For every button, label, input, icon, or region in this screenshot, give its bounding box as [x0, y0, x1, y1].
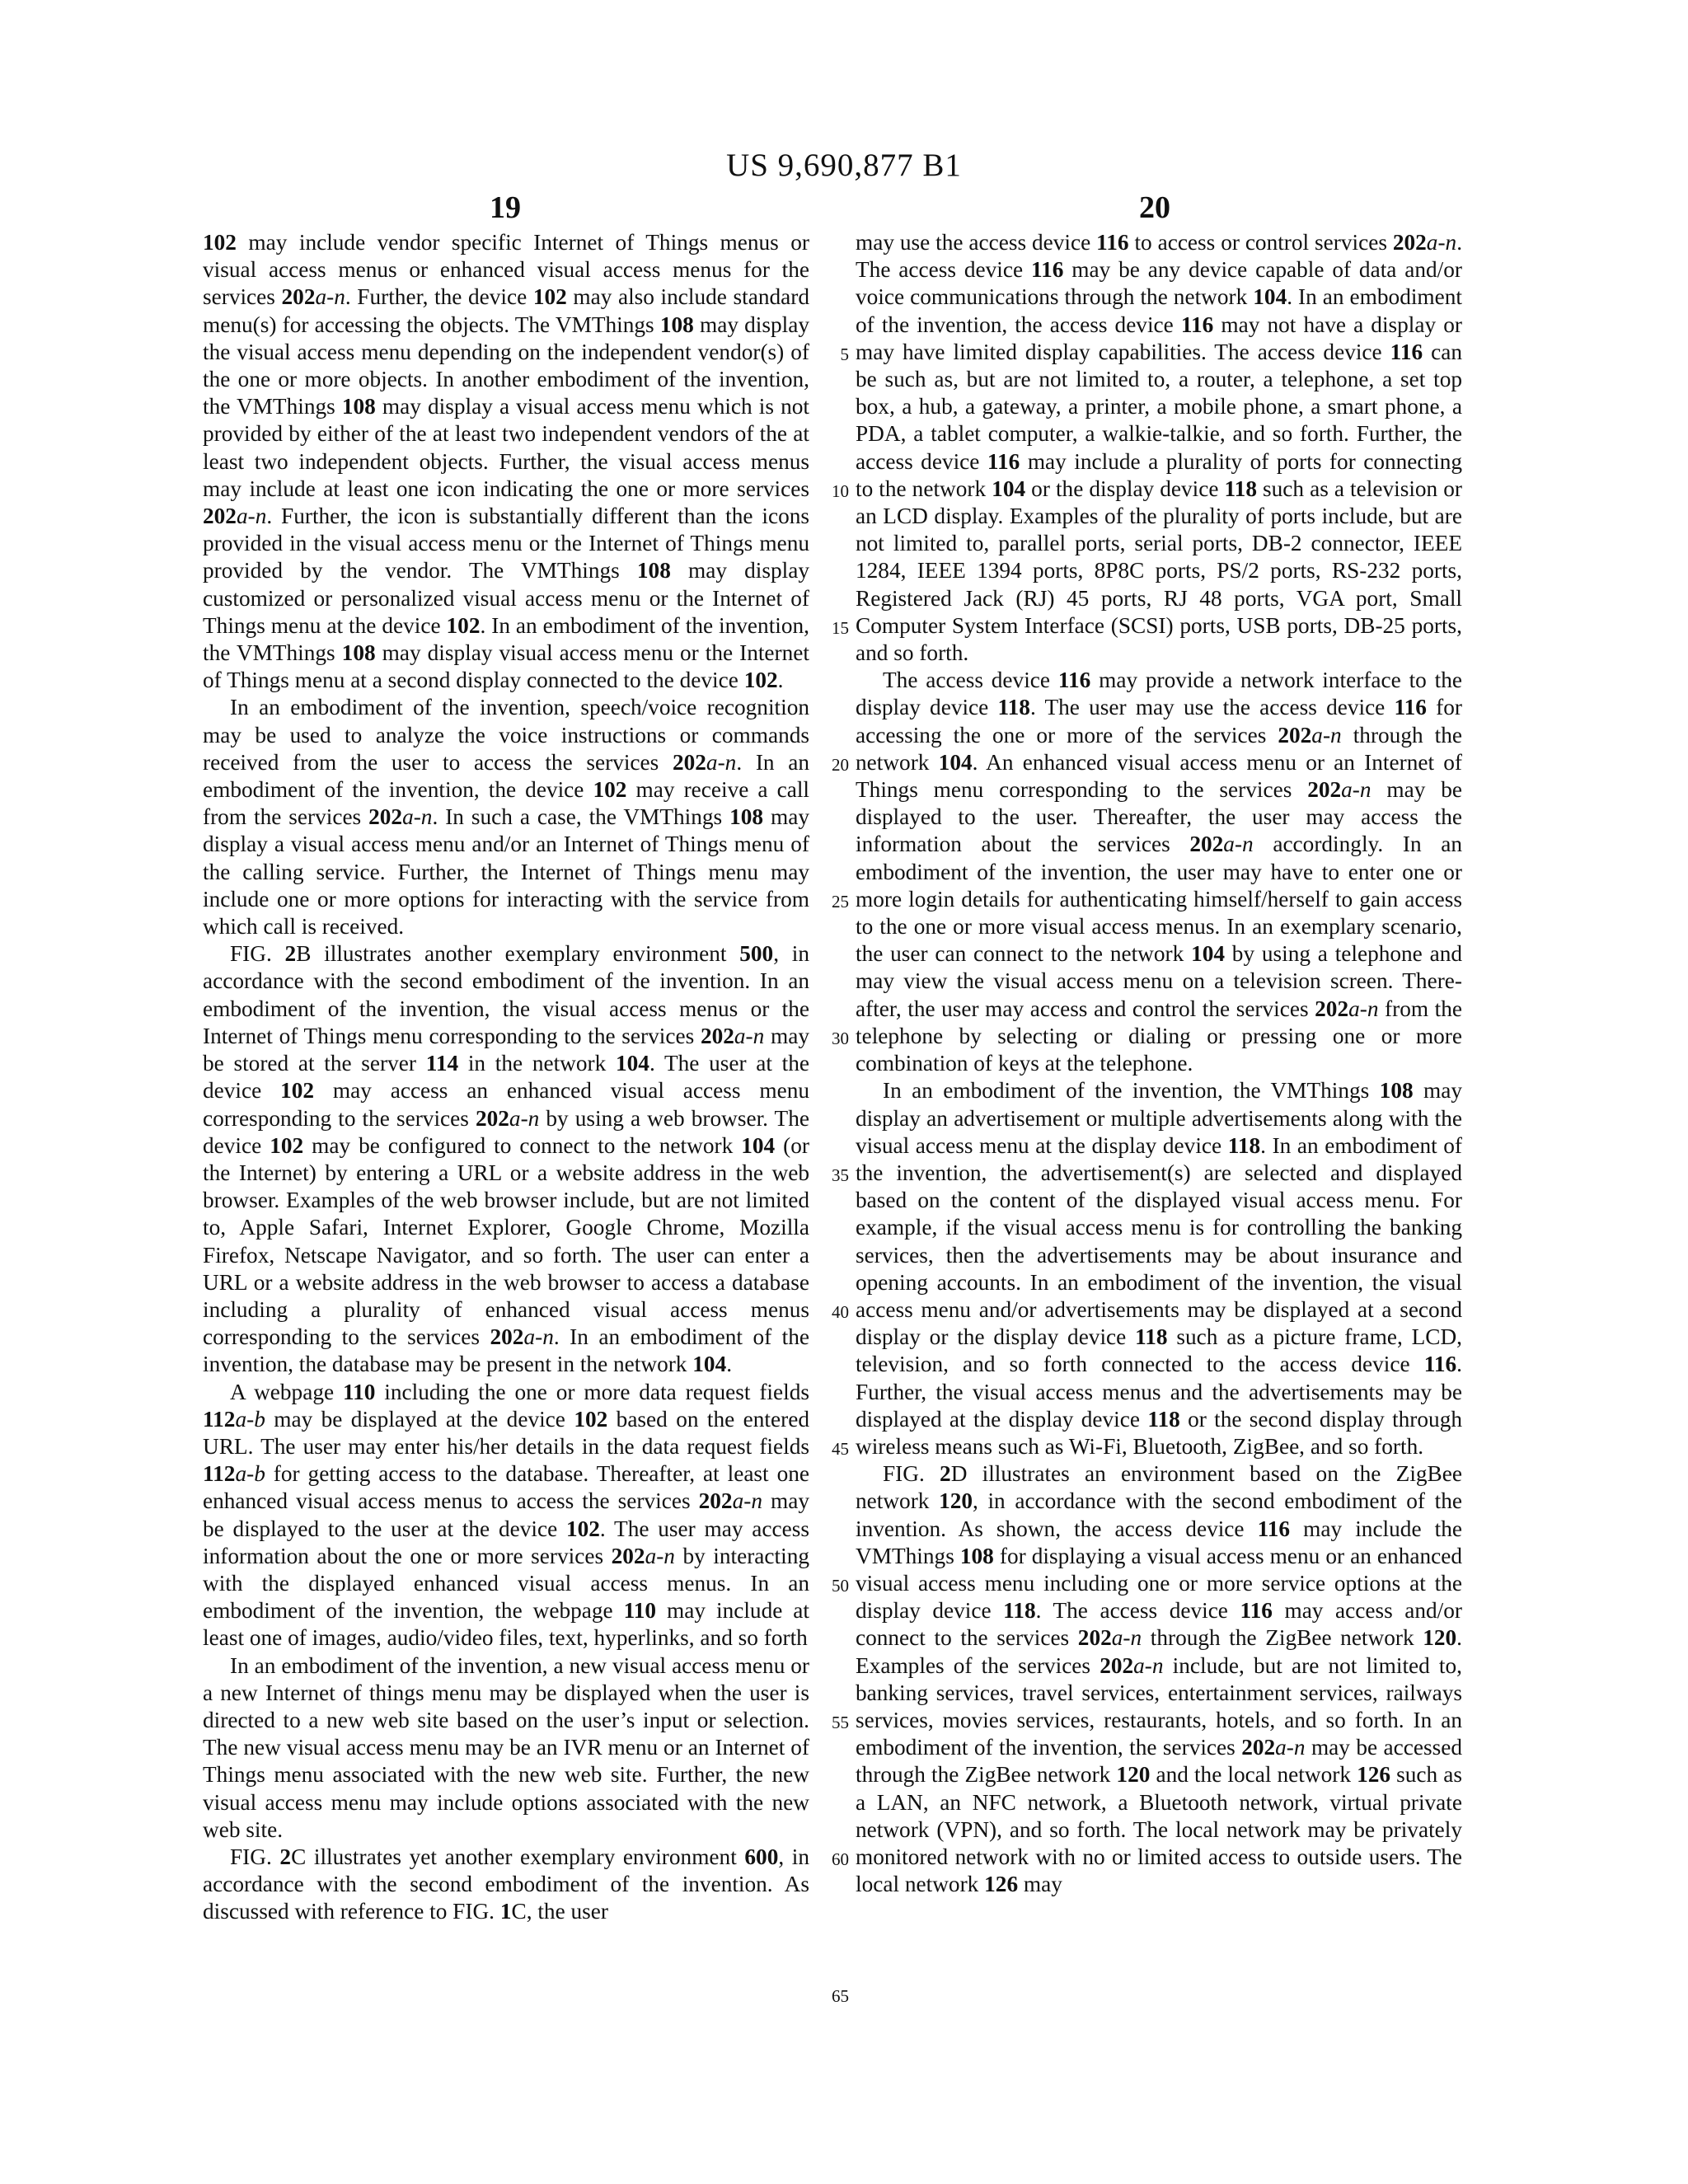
- patent-number-header: US 9,690,877 B1: [726, 148, 962, 183]
- paragraph: 102 may include vendor specific Internet of Things menus or visual access menus or enhanced visual access menus for the services 202a-n. Further, the device 102 may also include standard menu(s) for accessing the objects. The VMThings 108 may display the visual access menu depending on the independent vendor(s) of the one or more objects. In another embodiment of the invention, the VMThings 108 may display a visual access menu which is not provided by either of the at least two independent vendors of the at least two independent objects. Further, the visual access menus may include at least one icon indicating the one or more services 202a-n. Further, the icon is substantially different than the icons provided in the visual access menu or the Internet of Things menu provided by the vendor. The VMThings 108 may display customized or personalized visual access menu or the Internet of Things menu at the device 102. In an embodiment of the invention, the VMThings 108 may display visual access menu or the Internet of Things menu at a second display connected to the device 102.: [203, 230, 809, 693]
- line-number: 65: [832, 1985, 849, 2006]
- line-number: 25: [832, 891, 849, 912]
- line-number-gutter: [816, 229, 849, 2108]
- line-number: 40: [832, 1301, 849, 1322]
- line-number: 35: [832, 1165, 849, 1185]
- left-text-column: [203, 229, 809, 1926]
- line-number: 5: [840, 344, 849, 364]
- line-number: 45: [832, 1438, 849, 1459]
- line-number: 55: [832, 1712, 849, 1732]
- line-number: 60: [832, 1849, 849, 1869]
- paragraph: may use the access device 116 to access or control services 202a-n. The access device 116 may be any device capable of data and/or voice communications through the network 104. In an embodiment of the invention, the access device 116 may not have a display or may have limited display capabilities. The access device 116 can be such as, but are not limited to, a router, a telephone, a set top box, a hub, a gateway, a printer, a mobile phone, a smart phone, a PDA, a tablet computer, a walkie-talkie, and so forth. Further, the access device 116 may include a plurality of ports for connecting to the network 104 or the display device 118 such as a television or an LCD display. Examples of the plurality of ports include, but are not limited to, parallel ports, serial ports, DB-2 connector, IEEE 1284, IEEE 1394 ports, 8P8C ports, PS/2 ports, RS-232 ports, Registered Jack (RJ) 45 ports, RJ 48 ports, VGA port, Small Computer System Interface (SCSI) ports, USB ports, DB-25 ports, and so forth.: [856, 230, 1463, 666]
- paragraph: FIG. 2B illustrates another exemplary environment 500, in accordance with the second embodiment of the invention. In an embodiment of the invention, the visual access menus or the Internet of Things menu corresponding to the services 202a-n may be stored at the server 114 in the network 104. The user at the device 102 may access an enhanced visual access menu corresponding to the services 202a-n by using a web browser. The device 102 may be configured to connect to the network 104 (or the Internet) by entering a URL or a website address in the web browser. Examples of the web browser include, but are not limited to, Apple Safari, Internet Explorer, Google Chrome, Mozilla Firefox, Netscape Navigator, and so forth. The user can enter a URL or a website address in the web browser to access a database including a plurality of enhanced visual access menus corresponding to the services 202a-n. In an embodiment of the invention, the database may be present in the network 104.: [203, 941, 810, 1377]
- paragraph: In an embodiment of the invention, the VMThings 108 may display an advertisement or multiple advertisements along with the visual access menu at the display device 118. In an embodiment of the invention, the advertisement(s) are selected and displayed based on the content of the displayed visual access menu. For example, if the visual access menu is for controlling the banking services, then the advertisements may be about insurance and opening accounts. In an embodiment of the invention, the visual access menu and/or advertisements may be displayed at a second display or the display device 118 such as a picture frame, LCD, television, and so forth connected to the access device 116. Further, the visual access menus and the advertisements may be displayed at the display device 118 or the second display through wireless means such as Wi-Fi, Bluetooth, ZigBee, and so forth.: [856, 1078, 1462, 1459]
- line-number: 15: [832, 617, 849, 638]
- paragraph: In an embodiment of the invention, speech/voice recognition may be used to analyze the voice instructions or commands received from the user to access the services 202a-n. In an embodiment of the invention, the device 102 may receive a call from the services 202a-n. In such a case, the VMThings 108 may display a visual access menu and/or an Internet of Things menu of the calling service. Further, the Internet of Things menu may include one or more options for interacting with the service from which call is received.: [203, 695, 810, 940]
- paragraph: FIG. 2D illustrates an environment based on the ZigBee network 120, in accordance with the second embodiment of the invention. As shown, the access device 116 may include the VMThings 108 for displaying a visual access menu or an enhanced visual access menu including one or more service options at the display device 118. The access device 116 may access and/or connect to the services 202a-n through the ZigBee network 120. Examples of the services 202a-n include, but are not limited to, banking services, travel services, entertainment services, railways services, movies services, restaurants, hotels, and so forth. In an embodiment of the invention, the services 202a-n may be accessed through the ZigBee network 120 and the local network 126 such as a LAN, an NFC network, a Bluetooth network, virtual private network (VPN), and so forth. The local network may be privately monitored network with no or limited access to outside users. The local network 126 may: [856, 1461, 1462, 1897]
- paragraph: In an embodiment of the invention, a new visual access menu or a new Internet of things menu may be displayed when the user is directed to a new web site based on the user’s input or selection. The new visual access menu may be an IVR menu or an Internet of Things menu associated with the new web site. Further, the new visual access menu may include options associated with the new web site.: [203, 1652, 809, 1842]
- paragraph: A webpage 110 including the one or more data request fields 112a-b may be displayed at the device 102 based on the entered URL. The user may enter his/her details in the data request fields 112a-b for getting access to the database. Thereafter, at least one enhanced visual access menus to access the services 202a-n may be displayed to the user at the device 102. The user may access information about the one or more services 202a-n by interacting with the displayed enhanced visual access menus. In an embodiment of the invention, the webpage 110 may include at least one of images, audio/video files, text, hyperlinks, and so forth: [203, 1379, 810, 1651]
- left-page-number: 19: [490, 190, 521, 225]
- line-number: 10: [832, 480, 849, 501]
- right-text-column: [856, 229, 1462, 1898]
- paragraph: FIG. 2C illustrates yet another exemplary environment 600, in accordance with the second embodiment of the invention. As discussed with reference to FIG. 1C, the user: [203, 1844, 809, 1924]
- right-page-number: 20: [1139, 190, 1170, 225]
- line-number: 20: [832, 754, 849, 775]
- line-number: 50: [832, 1575, 849, 1596]
- line-number: 30: [832, 1028, 849, 1048]
- paragraph: The access device 116 may provide a network interface to the display device 118. The user may use the access device 116 for accessing the one or more of the services 202a-n through the network 104. An enhanced visual access menu or an Internet of Things menu corresponding to the services 202a-n may be displayed to the user. Thereafter, the user may access the information about the services 202a-n accordingly. In an embodiment of the invention, the user may have to enter one or more login details for authenticating himself/herself to gain access to the one or more visual access menus. In an exemplary scenario, the user can connect to the network 104 by using a telephone and may view the visual access menu on a television screen. Thereafter, the user may access and control the services 202a-n from the telephone by selecting or dialing or pressing one or more combination of keys at the telephone.: [856, 668, 1463, 1076]
